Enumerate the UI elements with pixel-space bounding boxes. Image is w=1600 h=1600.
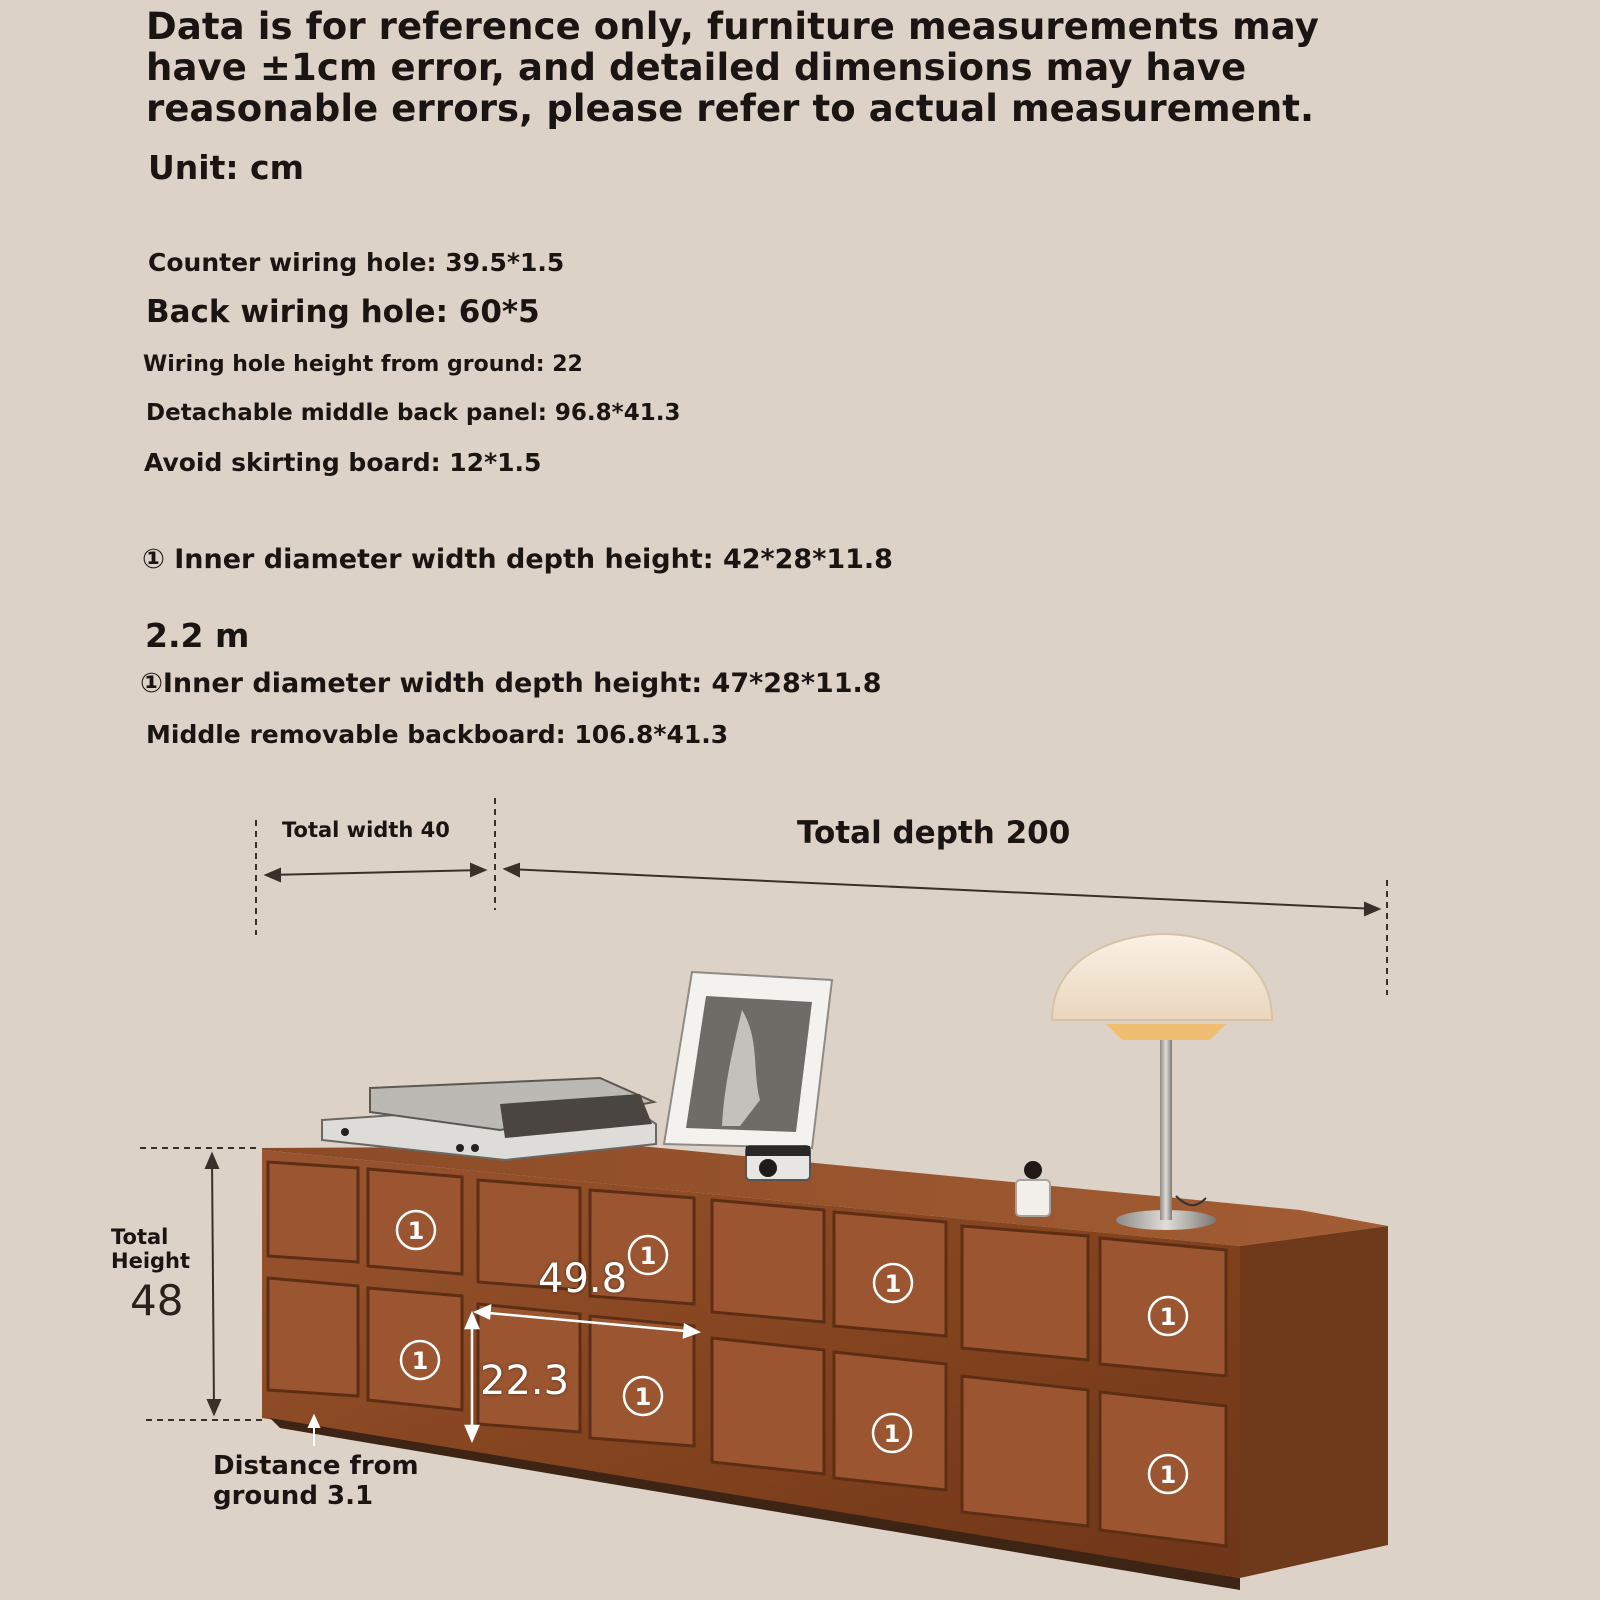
variant-inner-diameter-spec: ①Inner diameter width depth height: 47*28*11.8	[140, 668, 882, 699]
total-width-label: Total width 40	[282, 818, 450, 842]
detachable-back-panel-spec: Detachable middle back panel: 96.8*41.3	[146, 400, 681, 426]
avoid-skirting-board-spec: Avoid skirting board: 12*1.5	[144, 448, 542, 477]
picture-frame	[664, 972, 832, 1148]
drawer-badge-number: 1	[411, 1347, 429, 1375]
drawer-height-value: 22.3	[480, 1358, 570, 1404]
tv-cabinet	[262, 1146, 1388, 1590]
drawer-badge-number: 1	[407, 1217, 425, 1245]
variant-middle-backboard-spec: Middle removable backboard: 106.8*41.3	[146, 720, 729, 749]
disclaimer-text: Data is for reference only, furniture measurements may have ±1cm error, and detailed dimensions may have reasonable errors, please refer to actual measurement.	[146, 5, 1319, 130]
drawer-badge-number: 1	[1159, 1461, 1177, 1489]
drawer-badge-number: 1	[1159, 1303, 1177, 1331]
drawer-badge-number: 1	[634, 1383, 652, 1411]
total-height-label: Total Height	[111, 1225, 191, 1273]
perfume-bottle	[1016, 1161, 1050, 1216]
wiring-hole-height-spec: Wiring hole height from ground: 22	[143, 352, 583, 377]
drawer-badge-number: 1	[884, 1270, 902, 1298]
drawer-width-value: 49.8	[538, 1256, 628, 1302]
table-lamp	[1052, 934, 1272, 1230]
counter-wiring-hole-spec: Counter wiring hole: 39.5*1.5	[148, 248, 565, 277]
camera	[746, 1146, 810, 1180]
drawer-badge-number: 1	[639, 1242, 657, 1270]
total-depth-label: Total depth 200	[797, 815, 1071, 851]
inner-diameter-spec: ① Inner diameter width depth height: 42*28*11.8	[142, 544, 893, 575]
unit-label: Unit: cm	[148, 148, 305, 187]
total-height-value: 48	[130, 1276, 184, 1325]
back-wiring-hole-spec: Back wiring hole: 60*5	[146, 294, 540, 330]
variant-heading: 2.2 m	[145, 616, 250, 655]
drawer-badge-number: 1	[883, 1420, 901, 1448]
ground-distance-label: Distance from ground 3.1	[213, 1451, 419, 1511]
